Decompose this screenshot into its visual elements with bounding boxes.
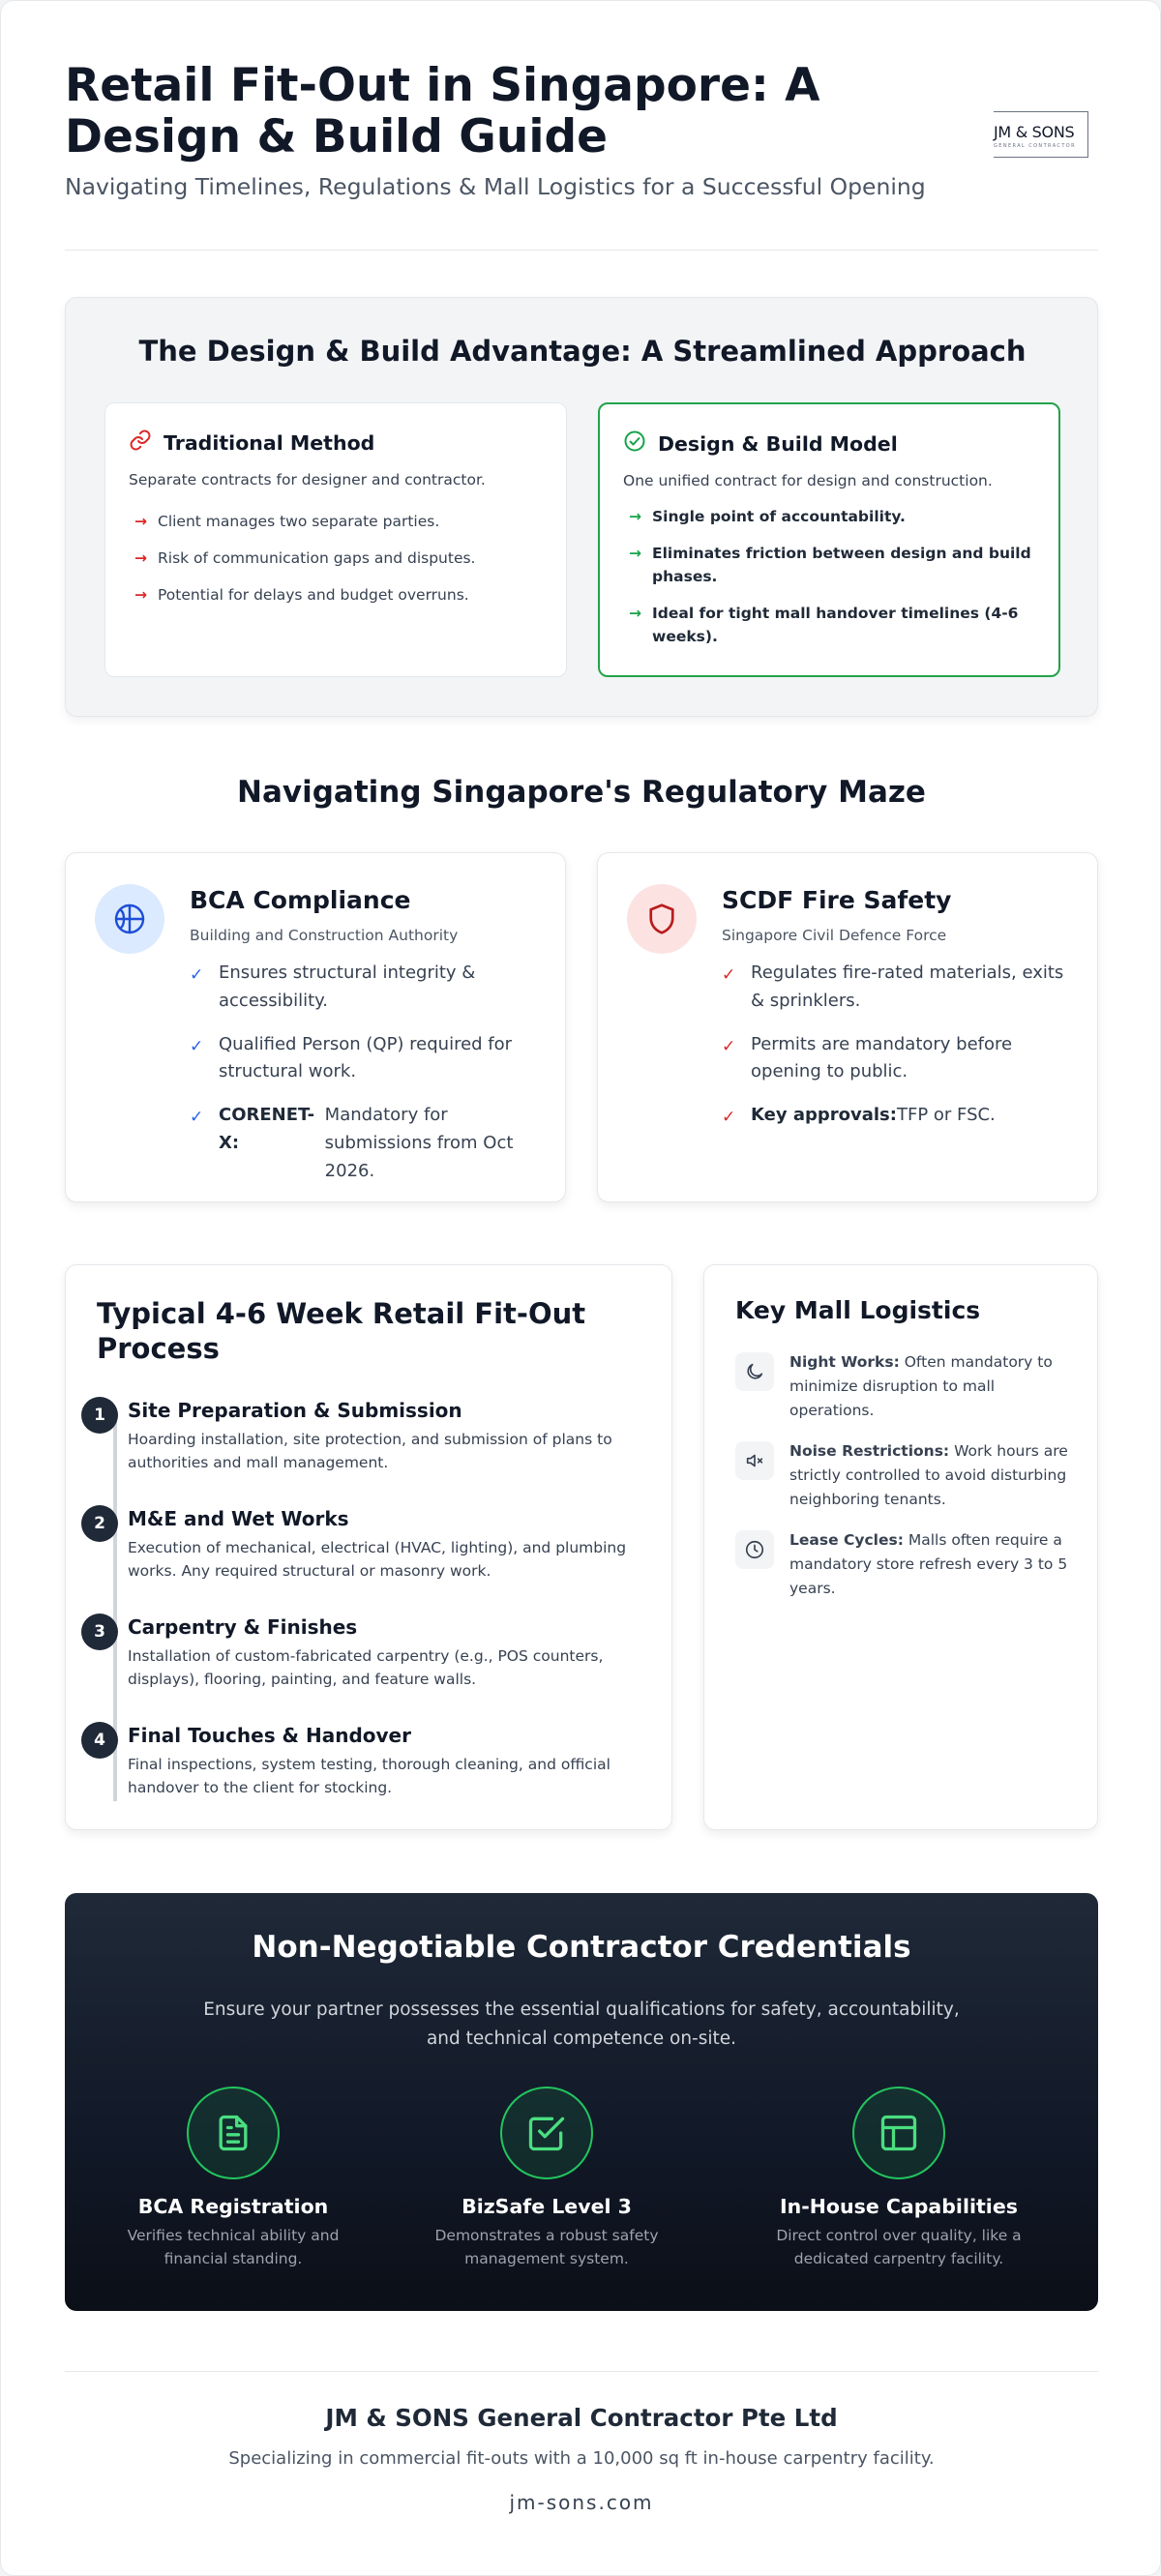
scdf-points bbox=[722, 960, 1080, 1148]
traditional-method-label: Traditional Method bbox=[164, 430, 375, 455]
step-number: 3 bbox=[81, 1614, 118, 1650]
list-item: → Potential for delays and budget overruns. bbox=[134, 583, 541, 607]
logistics-item: Lease Cycles: Malls often require a mandatory store refresh every 3 to 5 years. bbox=[789, 1531, 1068, 1597]
credential-name: BizSafe Level 3 bbox=[461, 2195, 632, 2218]
advantage-title: The Design & Build Advantage: A Streamlined Approach bbox=[138, 335, 1027, 368]
check-circle-icon bbox=[623, 429, 646, 458]
credential-item bbox=[382, 2087, 711, 2270]
list-item: ✓ Permits are mandatory before opening to public. bbox=[722, 1031, 1080, 1087]
bca-card bbox=[65, 852, 566, 1202]
footer-divider bbox=[65, 2371, 1098, 2372]
regulatory-title: Navigating Singapore's Regulatory Maze bbox=[237, 775, 926, 810]
check-icon: ✓ bbox=[190, 965, 204, 985]
list-item: ✓ CORENET-X: Mandatory for submissions from Oct 2026. bbox=[190, 1102, 548, 1185]
design-build-label: Design & Build Model bbox=[658, 431, 898, 456]
check-icon: ✓ bbox=[722, 965, 736, 985]
step-number: 4 bbox=[81, 1722, 118, 1759]
design-build-description: One unified contract for design and construction. bbox=[623, 472, 993, 489]
credential-description: Verifies technical ability and financial standing. bbox=[127, 2227, 340, 2268]
link-icon bbox=[129, 429, 152, 457]
arrow-right-icon: → bbox=[629, 545, 641, 563]
company-logo bbox=[994, 111, 1088, 158]
logo-tagline: GENERAL CONTRACTOR bbox=[994, 143, 1076, 149]
process-card bbox=[65, 1264, 672, 1830]
credential-item bbox=[69, 2087, 398, 2270]
list-item: → Eliminates friction between design and build phases. bbox=[629, 542, 1035, 588]
checkbox-icon bbox=[500, 2087, 593, 2179]
design-build-card bbox=[598, 402, 1060, 677]
logistics-card bbox=[703, 1264, 1098, 1830]
document-icon bbox=[187, 2087, 280, 2179]
speaker-mute-icon bbox=[735, 1441, 774, 1480]
step-number: 2 bbox=[81, 1505, 118, 1542]
footer-website-link[interactable]: jm-sons.com bbox=[509, 2491, 654, 2514]
traditional-method-points bbox=[134, 510, 541, 620]
logo-name: JM & SONS bbox=[994, 123, 1075, 141]
scdf-org: Singapore Civil Defence Force bbox=[722, 927, 947, 944]
arrow-right-icon: → bbox=[629, 508, 641, 525]
credential-description: Direct control over quality, like a dedicated carpentry facility. bbox=[776, 2227, 1022, 2268]
layout-icon bbox=[852, 2087, 945, 2179]
arrow-right-icon: → bbox=[134, 549, 147, 568]
page-title: Retail Fit-Out in Singapore: A Design & Build Guide bbox=[65, 59, 820, 163]
traditional-method-description: Separate contracts for designer and contractor. bbox=[129, 471, 486, 489]
moon-icon bbox=[735, 1352, 774, 1391]
check-icon: ✓ bbox=[190, 1108, 204, 1128]
list-item: ✓ Qualified Person (QP) required for structural work. bbox=[190, 1031, 548, 1087]
logistics-item: Night Works: Often mandatory to minimize disruption to mall operations. bbox=[789, 1353, 1053, 1419]
logistics-item: Noise Restrictions: Work hours are strictly controlled to avoid disturbing neighboring tenants. bbox=[789, 1442, 1068, 1508]
check-icon: ✓ bbox=[190, 1036, 204, 1056]
arrow-right-icon: → bbox=[134, 513, 147, 530]
step-title: Carpentry & Finishes bbox=[128, 1615, 358, 1639]
check-icon: ✓ bbox=[722, 1108, 736, 1128]
bca-points bbox=[190, 960, 548, 1201]
step-number: 1 bbox=[81, 1397, 118, 1434]
list-item: → Risk of communication gaps and disputes. bbox=[134, 547, 541, 570]
scdf-title: SCDF Fire Safety bbox=[722, 886, 952, 914]
check-icon: ✓ bbox=[722, 1036, 736, 1056]
list-item: → Single point of accountability. bbox=[629, 505, 1035, 528]
bca-title: BCA Compliance bbox=[190, 886, 411, 914]
structure-grid-icon bbox=[95, 884, 164, 954]
page-subtitle: Navigating Timelines, Regulations & Mall Logistics for a Successful Opening bbox=[65, 173, 926, 200]
step-description: Hoarding installation, site protection, and submission of plans to authorities and mall management. bbox=[128, 1431, 612, 1472]
process-title: Typical 4-6 Week Retail Fit-Out Process bbox=[97, 1297, 586, 1366]
credential-name: In-House Capabilities bbox=[780, 2195, 1018, 2218]
list-item: ✓ Regulates fire-rated materials, exits & sprinklers. bbox=[722, 960, 1080, 1016]
traditional-method-card bbox=[104, 402, 567, 677]
step-description: Installation of custom-fabricated carpentry (e.g., POS counters, displays), flooring, painting, and feature walls. bbox=[128, 1647, 604, 1689]
list-item: ✓ Ensures structural integrity & accessibility. bbox=[190, 960, 548, 1016]
step-title: Final Touches & Handover bbox=[128, 1724, 411, 1747]
clock-icon bbox=[735, 1530, 774, 1569]
credentials-subtitle: Ensure your partner possesses the essential qualifications for safety, accountability, and technical competence on-site. bbox=[203, 1999, 960, 2049]
step-title: Site Preparation & Submission bbox=[128, 1399, 462, 1422]
credentials-section bbox=[65, 1893, 1098, 2311]
arrow-right-icon: → bbox=[134, 586, 147, 605]
design-build-points bbox=[629, 505, 1035, 662]
arrow-right-icon: → bbox=[629, 605, 641, 623]
scdf-card bbox=[597, 852, 1098, 1202]
list-item: → Ideal for tight mall handover timelines (4-6 weeks). bbox=[629, 602, 1035, 648]
design-build-heading bbox=[623, 429, 898, 458]
traditional-method-heading bbox=[129, 429, 374, 457]
shield-icon bbox=[627, 884, 697, 954]
step-title: M&E and Wet Works bbox=[128, 1507, 349, 1530]
credential-item bbox=[734, 2087, 1063, 2270]
advantage-section bbox=[65, 297, 1098, 717]
footer-company: JM & SONS General Contractor Pte Ltd bbox=[325, 2404, 838, 2432]
footer-tagline: Specializing in commercial fit-outs with a 10,000 sq ft in-house carpentry facility. bbox=[228, 2448, 935, 2469]
bca-org: Building and Construction Authority bbox=[190, 927, 459, 944]
step-description: Execution of mechanical, electrical (HVAC, lighting), and plumbing works. Any required structural or masonry work. bbox=[128, 1539, 627, 1581]
step-description: Final inspections, system testing, thorough cleaning, and official handover to the client for stocking. bbox=[128, 1756, 610, 1797]
credential-description: Demonstrates a robust safety management system. bbox=[434, 2227, 659, 2268]
header-divider bbox=[65, 250, 1098, 251]
credentials-title: Non-Negotiable Contractor Credentials bbox=[252, 1930, 911, 1965]
credential-name: BCA Registration bbox=[137, 2195, 329, 2218]
list-item: ✓ Key approvals:TFP or FSC. bbox=[722, 1102, 1080, 1133]
logistics-title: Key Mall Logistics bbox=[735, 1296, 981, 1324]
list-item: → Client manages two separate parties. bbox=[134, 510, 541, 533]
